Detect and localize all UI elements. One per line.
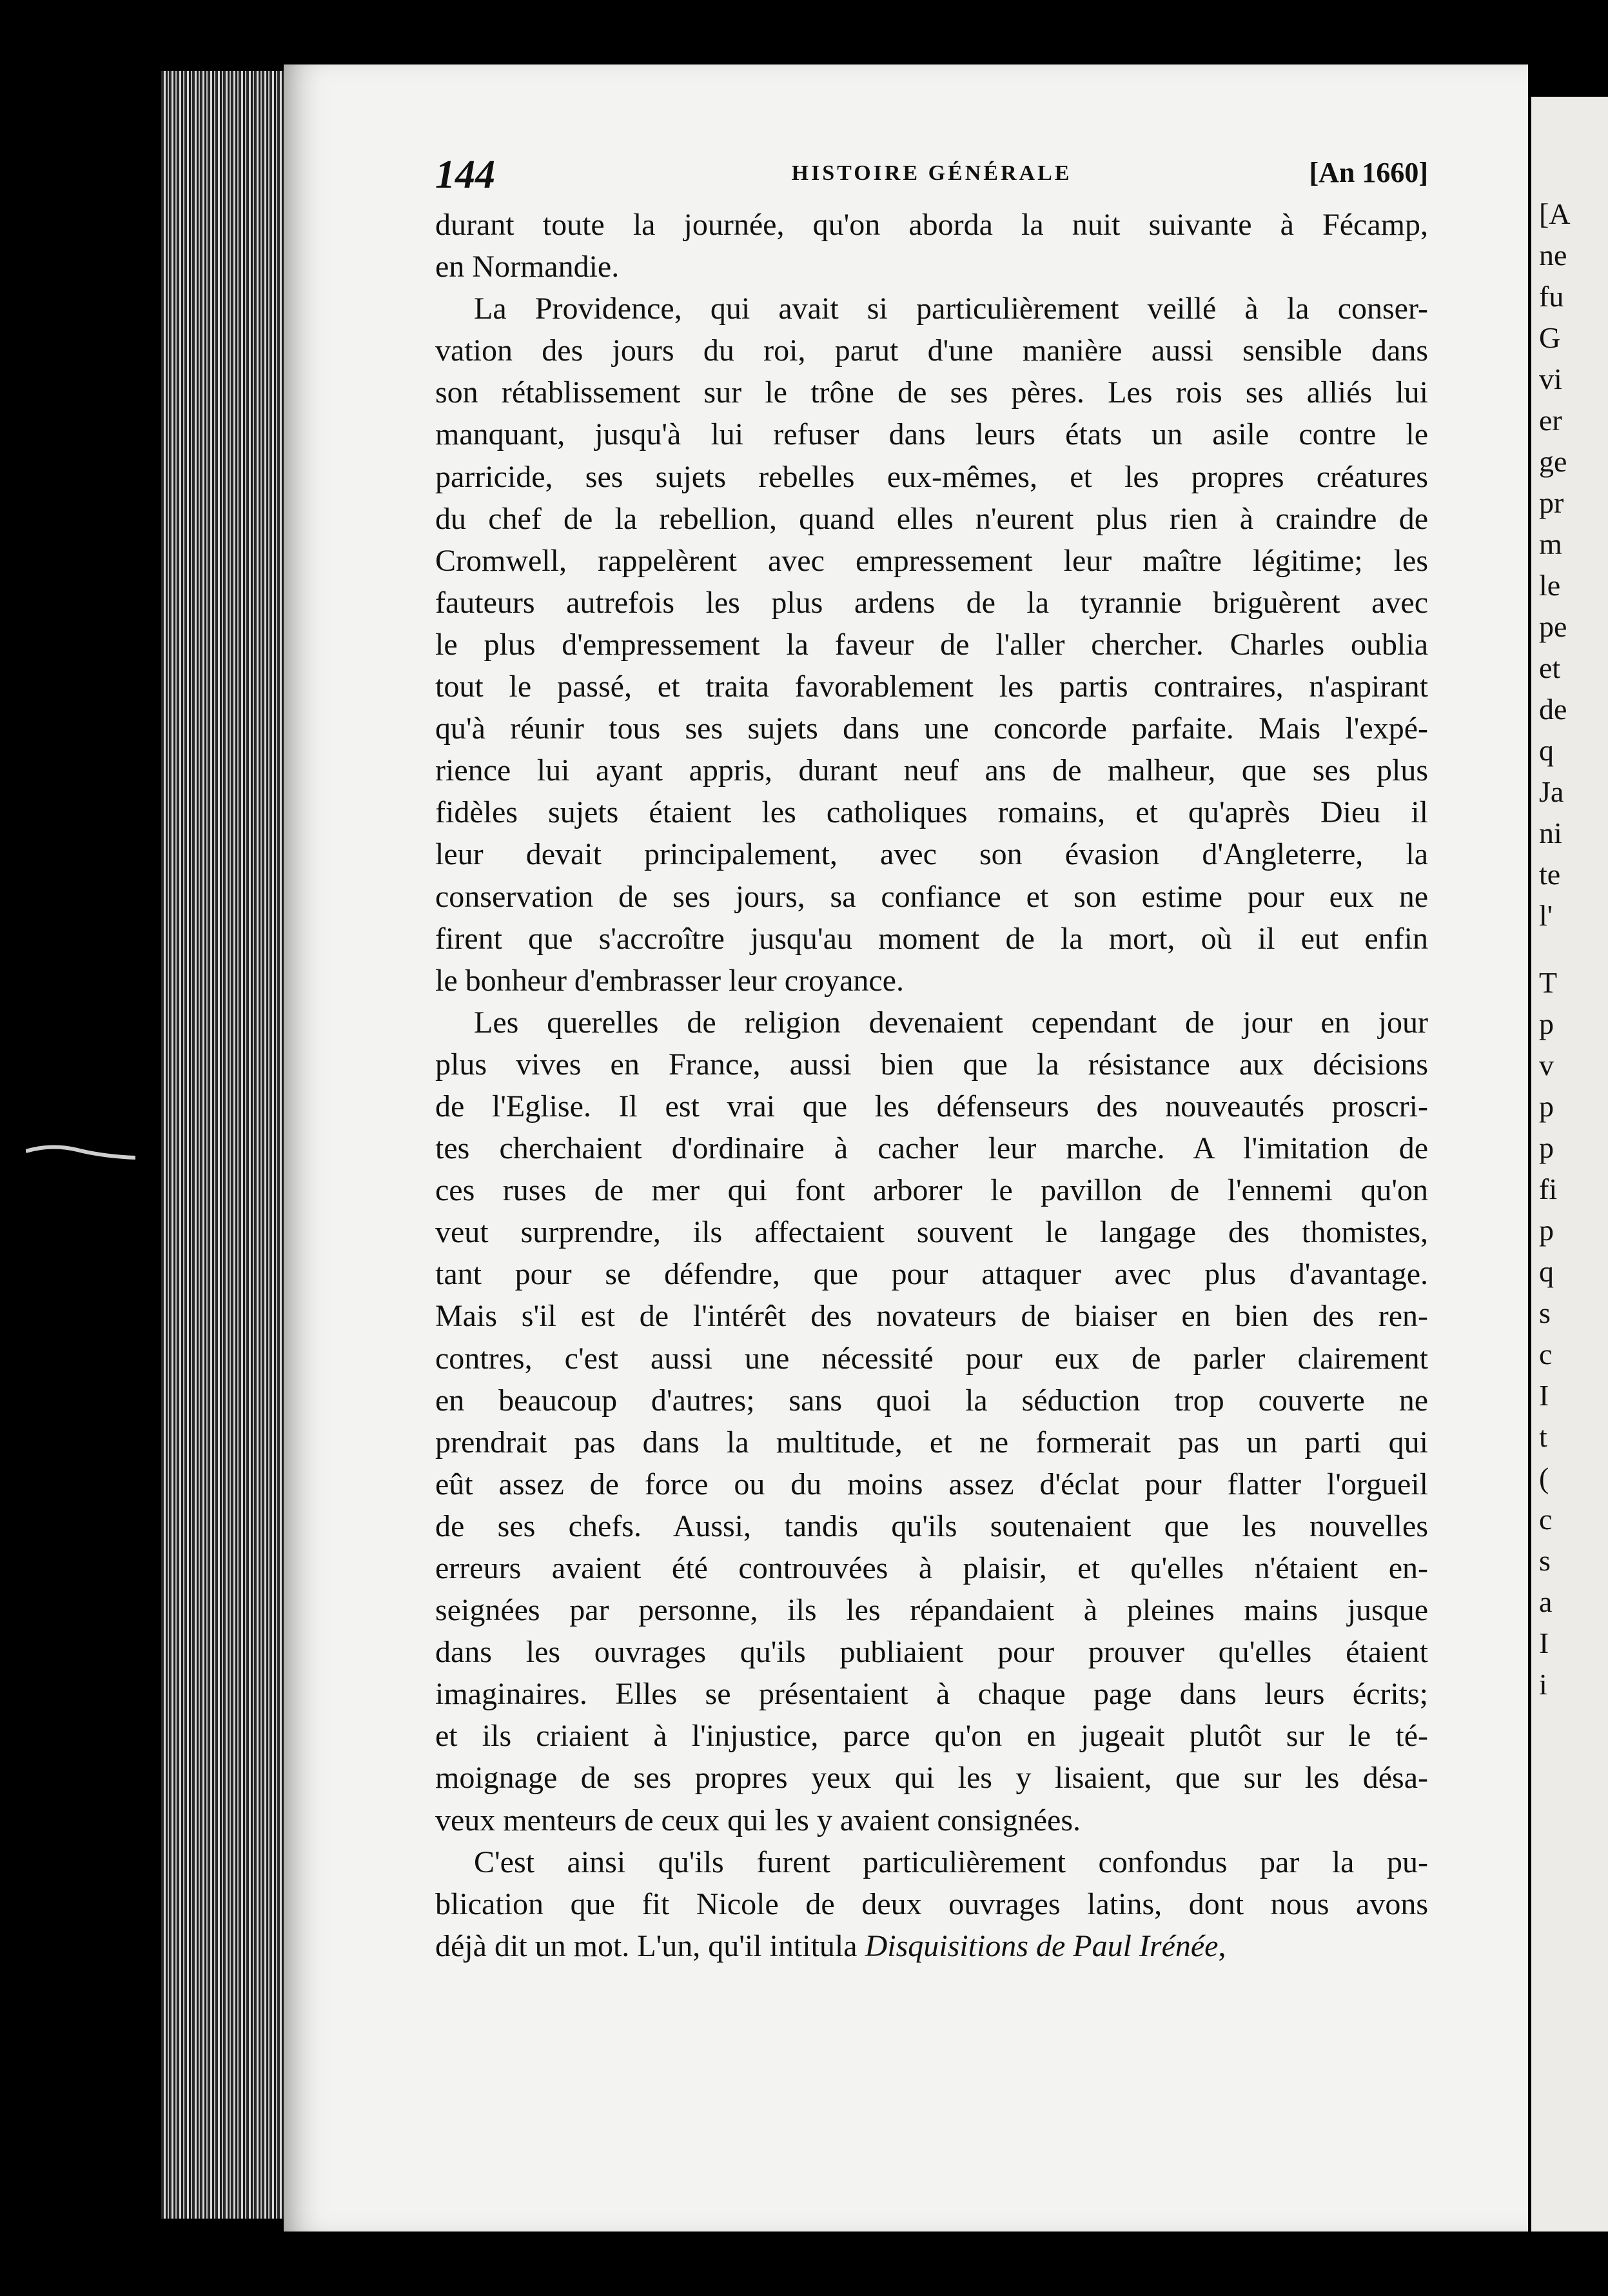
text-line: tant pour se défendre, que pour attaquer avec plus d'avantage.	[435, 1257, 1428, 1292]
fragment-line: q	[1539, 734, 1554, 767]
fragment-line: s	[1539, 1296, 1551, 1329]
text-line: conservation de ses jours, sa confiance et son estime pour eux ne	[435, 879, 1428, 914]
text-line: rience lui ayant appris, durant neuf ans de malheur, que ses plus	[435, 753, 1428, 788]
fragment-line: ge	[1539, 445, 1567, 478]
fragment-line: Ja	[1539, 775, 1564, 808]
fragment-line: c	[1539, 1503, 1553, 1536]
text-line: le bonheur d'embrasser leur croyance.	[435, 963, 904, 998]
fragment-line: T	[1539, 966, 1558, 999]
fragment-line: G	[1539, 321, 1561, 354]
text-line: durant toute la journée, qu'on aborda la nuit suivante à Fécamp,	[435, 208, 1428, 242]
right-page-fragments	[1539, 193, 1571, 1705]
body-text	[435, 204, 1428, 1967]
fragment-line: fu	[1539, 280, 1564, 313]
text-line: qu'à réunir tous ses sujets dans une concorde parfaite. Mais l'expé-	[435, 711, 1428, 746]
fragment-line: p	[1539, 1090, 1554, 1123]
fragment-line: a	[1539, 1585, 1553, 1618]
text-line: Les querelles de religion devenaient cependant de jour en jour	[474, 1005, 1428, 1040]
text-line: ces ruses de mer qui font arborer le pavillon de l'ennemi qu'on	[435, 1173, 1428, 1208]
fragment-line: m	[1539, 528, 1562, 560]
text-line: plus vives en France, aussi bien que la résistance aux décisions	[435, 1047, 1428, 1082]
text-line: veut surprendre, ils affectaient souvent le langage des thomistes,	[435, 1215, 1428, 1250]
fragment-line: vi	[1539, 362, 1562, 395]
italic-title: Disquisitions de Paul Irénée	[865, 1928, 1219, 1963]
fragment-line: ni	[1539, 816, 1562, 849]
fragment-line: s	[1539, 1544, 1551, 1577]
text-line: prendrait pas dans la multitude, et ne formerait pas un parti qui	[435, 1425, 1428, 1460]
page-edges	[161, 71, 290, 2219]
fragment-line: t	[1539, 1420, 1547, 1453]
text-line: dans les ouvrages qu'ils publiaient pour prouver qu'elles étaient	[435, 1635, 1428, 1670]
fragment-line: I	[1539, 1379, 1549, 1412]
text-line: du chef de la rebellion, quand elles n'eurent plus rien à craindre de	[435, 501, 1428, 536]
running-year: [An 1660]	[1309, 157, 1428, 188]
text-line: La Providence, qui avait si particulièrement veillé à la conser-	[474, 292, 1428, 326]
text-line: contres, c'est aussi une nécessité pour eux de parler clairement	[435, 1341, 1428, 1376]
text-line: erreurs avaient été controuvées à plaisir, et qu'elles n'étaient en-	[435, 1551, 1428, 1585]
text-line: tes cherchaient d'ordinaire à cacher leur marche. A l'imitation de	[435, 1131, 1428, 1166]
fragment-line: p	[1539, 1131, 1554, 1164]
fragment-line: le	[1539, 569, 1561, 602]
text-line: fauteurs autrefois les plus ardens de la tyrannie briguèrent avec	[435, 585, 1428, 620]
fragment-line: v	[1539, 1049, 1554, 1082]
fragment-line: (	[1539, 1461, 1549, 1494]
fragment-line: et	[1539, 651, 1561, 684]
text-line: Mais s'il est de l'intérêt des novateurs de biaiser en bien des ren-	[435, 1299, 1428, 1334]
running-head	[435, 152, 1428, 197]
fragment-line: c	[1539, 1338, 1553, 1371]
fragment-line	[1539, 936, 1571, 962]
fragment-line: de	[1539, 693, 1567, 726]
text-line: blication que fit Nicole de deux ouvrages latins, dont nous avons	[435, 1886, 1428, 1921]
text-line: moignage de ses propres yeux qui les y lisaient, que sur les désa-	[435, 1761, 1428, 1796]
text-line: tout le passé, et traita favorablement les partis contraires, n'aspirant	[435, 669, 1428, 704]
text-line: en beaucoup d'autres; sans quoi la séduction trop couverte ne	[435, 1383, 1428, 1418]
text-line: eût assez de force ou du moins assez d'éclat pour flatter l'orgueil	[435, 1467, 1428, 1501]
text-line: Cromwell, rappelèrent avec empressement leur maître légitime; les	[435, 543, 1428, 578]
text-line: vation des jours du roi, parut d'une manière aussi sensible dans	[435, 333, 1428, 368]
text-line: veux menteurs de ceux qui les y avaient consignées.	[435, 1803, 1081, 1837]
page-number: 144	[435, 153, 495, 197]
fragment-line: er	[1539, 404, 1562, 437]
text-line: et ils criaient à l'injustice, parce qu'on en jugeait plutôt sur le té-	[435, 1719, 1428, 1754]
text-line: C'est ainsi qu'ils furent particulièrement confondus par la pu-	[474, 1845, 1428, 1879]
text-line: firent que s'accroître jusqu'au moment de la mort, où il eut enfin	[435, 921, 1428, 956]
fragment-line: [A	[1539, 197, 1571, 230]
fragment-line: q	[1539, 1255, 1554, 1288]
text-line: imaginaires. Elles se présentaient à chaque page dans leurs écrits;	[435, 1677, 1428, 1712]
fragment-line: pr	[1539, 486, 1564, 519]
right-page	[1531, 97, 1608, 2232]
fragment-line: I	[1539, 1627, 1549, 1659]
fragment-line: pe	[1539, 610, 1567, 643]
text-line: le plus d'empressement la faveur de l'aller chercher. Charles oublia	[435, 627, 1428, 662]
text-line: de l'Eglise. Il est vrai que les défenseurs des nouveautés proscri-	[435, 1089, 1428, 1123]
text-line: en Normandie.	[435, 250, 620, 284]
fragment-line: te	[1539, 858, 1561, 891]
fragment-line: l'	[1539, 899, 1553, 932]
text-line: son rétablissement sur le trône de ses pères. Les rois ses alliés lui	[435, 375, 1428, 410]
fragment-line: p	[1539, 1214, 1554, 1247]
text-line: déjà dit un mot. L'un, qu'il intitula Disquisitions de Paul Irénée,	[435, 1928, 1226, 1963]
text-line: de ses chefs. Aussi, tandis qu'ils soutenaient que les nouvelles	[435, 1509, 1428, 1543]
text-line: parricide, ses sujets rebelles eux-mêmes, et les propres créatures	[435, 459, 1428, 494]
fragment-line: fi	[1539, 1173, 1558, 1205]
fragment-line: i	[1539, 1668, 1547, 1701]
text-line: seignées par personne, ils les répandaient à pleines mains jusque	[435, 1593, 1428, 1628]
bookmark-ribbon	[26, 1138, 135, 1164]
text-line: manquant, jusqu'à lui refuser dans leurs états un asile contre le	[435, 417, 1428, 452]
text-line: leur devait principalement, avec son évasion d'Angleterre, la	[435, 837, 1428, 872]
text-line: fidèles sujets étaient les catholiques romains, et qu'après Dieu il	[435, 795, 1428, 830]
fragment-line: ne	[1539, 239, 1567, 272]
running-title: HISTOIRE GÉNÉRALE	[791, 161, 1072, 185]
fragment-line: p	[1539, 1007, 1554, 1040]
